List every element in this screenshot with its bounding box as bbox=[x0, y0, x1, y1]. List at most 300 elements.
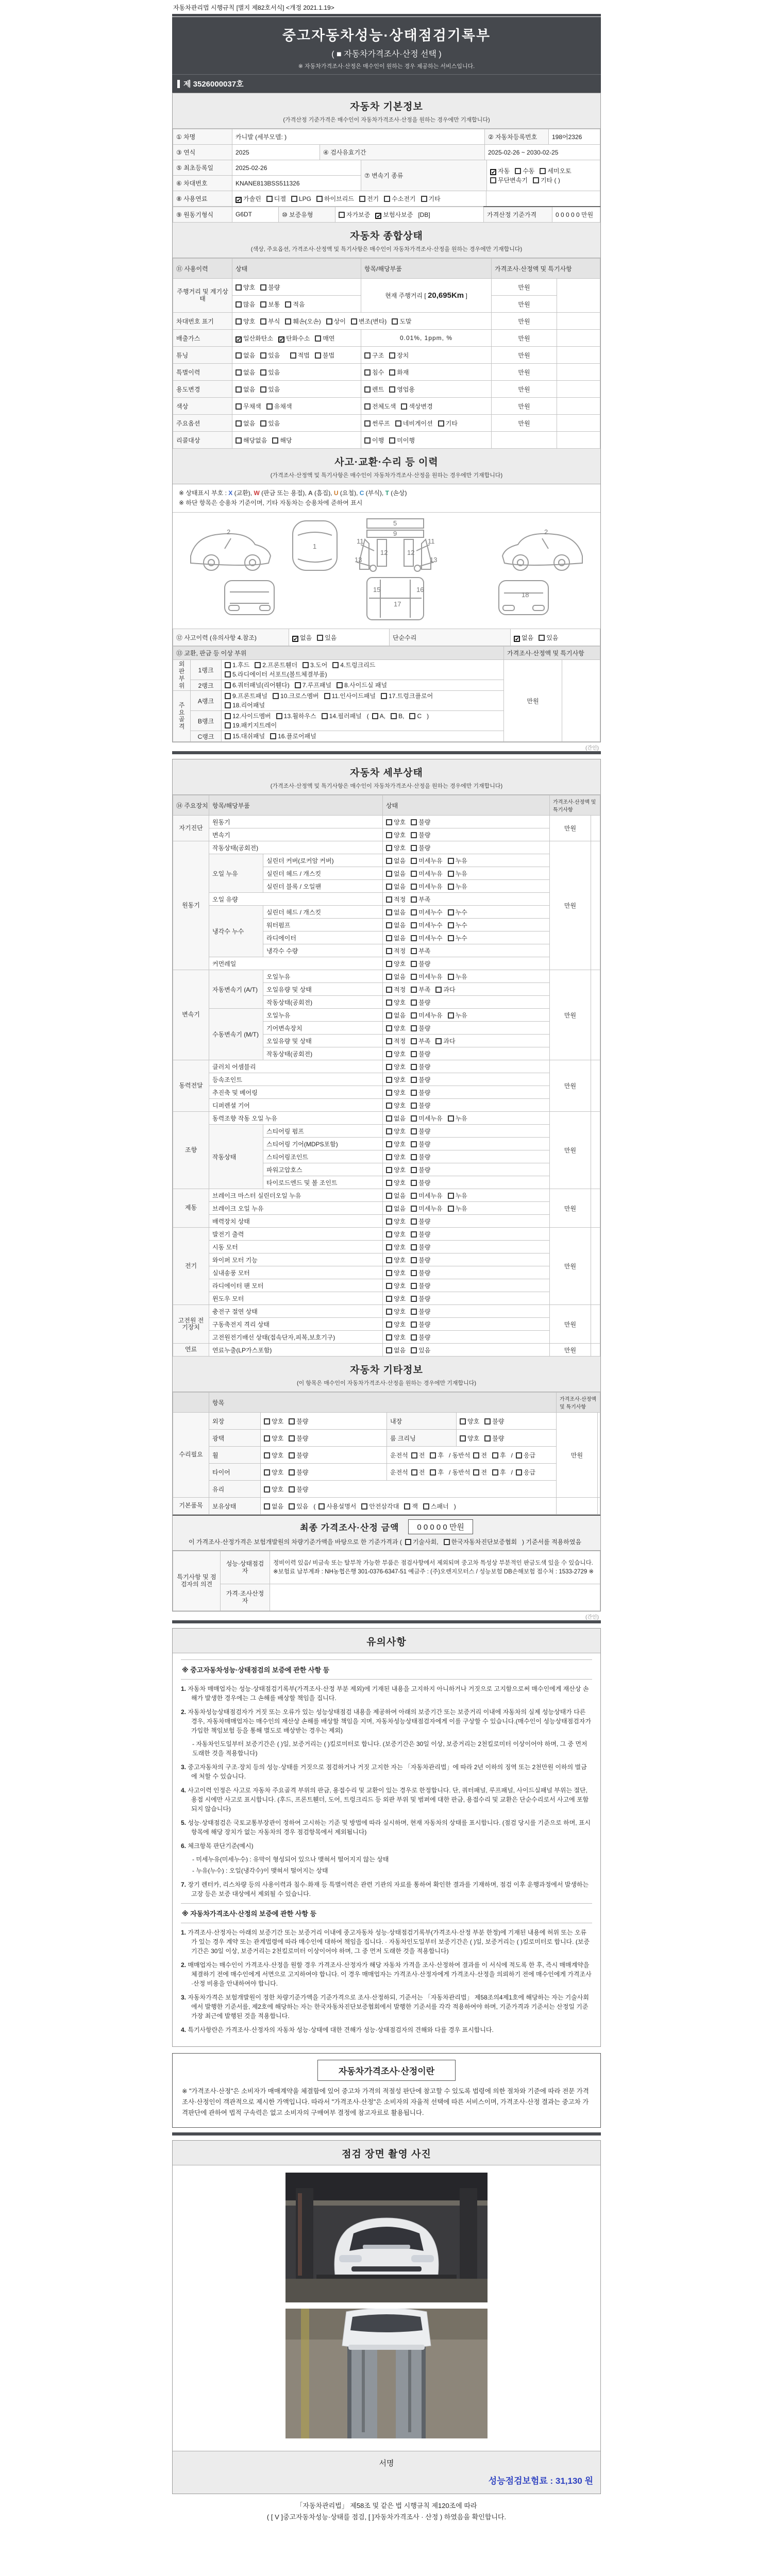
checkbox[interactable] bbox=[260, 369, 266, 376]
checkbox[interactable] bbox=[411, 909, 417, 916]
option[interactable] bbox=[236, 300, 255, 309]
checkbox[interactable] bbox=[386, 935, 392, 941]
checkbox[interactable] bbox=[411, 1103, 417, 1109]
checkbox[interactable] bbox=[430, 1452, 436, 1459]
checkbox[interactable] bbox=[386, 922, 392, 928]
option[interactable] bbox=[315, 334, 334, 343]
checkbox[interactable] bbox=[411, 1193, 417, 1199]
option[interactable] bbox=[411, 998, 430, 1007]
option[interactable] bbox=[386, 1294, 406, 1303]
option[interactable] bbox=[411, 1049, 430, 1058]
option[interactable] bbox=[411, 1451, 425, 1460]
checkbox[interactable] bbox=[435, 1038, 442, 1044]
option[interactable] bbox=[386, 959, 406, 968]
checkbox[interactable] bbox=[289, 1469, 295, 1476]
option[interactable] bbox=[264, 1502, 283, 1511]
checkbox[interactable] bbox=[448, 909, 454, 916]
option[interactable] bbox=[372, 711, 385, 721]
checkbox[interactable] bbox=[533, 177, 539, 183]
option[interactable] bbox=[386, 882, 406, 891]
checkbox[interactable] bbox=[260, 318, 266, 325]
option[interactable] bbox=[386, 1307, 406, 1316]
checkbox[interactable]: ✔ bbox=[293, 636, 298, 642]
option[interactable] bbox=[236, 194, 261, 203]
checkbox[interactable] bbox=[315, 352, 321, 359]
option[interactable] bbox=[290, 351, 310, 360]
option[interactable] bbox=[260, 368, 280, 377]
checkbox[interactable] bbox=[264, 1469, 270, 1476]
checkbox[interactable] bbox=[386, 1012, 392, 1019]
option[interactable] bbox=[411, 1191, 442, 1200]
option[interactable] bbox=[386, 1191, 406, 1200]
checkbox[interactable] bbox=[386, 1141, 392, 1147]
checkbox[interactable] bbox=[264, 1486, 270, 1493]
checkbox[interactable] bbox=[484, 1418, 491, 1425]
checkbox[interactable] bbox=[444, 1539, 450, 1545]
checkbox[interactable] bbox=[539, 635, 545, 641]
checkbox[interactable] bbox=[260, 420, 266, 427]
option[interactable] bbox=[411, 972, 442, 981]
checkbox[interactable] bbox=[411, 896, 417, 903]
checkbox[interactable] bbox=[266, 403, 273, 410]
option[interactable] bbox=[389, 351, 409, 360]
checkbox[interactable] bbox=[386, 1128, 392, 1134]
checkbox[interactable] bbox=[386, 1090, 392, 1096]
checkbox[interactable] bbox=[411, 1012, 417, 1019]
option[interactable] bbox=[322, 711, 362, 721]
checkbox[interactable] bbox=[225, 733, 231, 739]
option[interactable] bbox=[337, 681, 387, 690]
checkbox[interactable] bbox=[492, 1469, 498, 1476]
checkbox[interactable] bbox=[386, 1077, 392, 1083]
checkbox[interactable] bbox=[291, 196, 297, 202]
option[interactable] bbox=[448, 921, 467, 929]
checkbox[interactable] bbox=[289, 1435, 295, 1442]
checkbox[interactable] bbox=[364, 437, 371, 444]
checkbox[interactable] bbox=[386, 845, 392, 851]
option[interactable] bbox=[303, 660, 327, 670]
option[interactable] bbox=[386, 946, 406, 955]
checkbox[interactable] bbox=[316, 196, 323, 202]
option[interactable] bbox=[236, 334, 273, 343]
option[interactable] bbox=[389, 385, 415, 394]
checkbox[interactable] bbox=[364, 352, 371, 359]
signature-band[interactable] bbox=[173, 2451, 600, 2494]
checkbox[interactable] bbox=[386, 1193, 392, 1199]
checkbox[interactable] bbox=[276, 713, 282, 719]
checkbox[interactable] bbox=[236, 352, 242, 359]
checkbox[interactable] bbox=[386, 1154, 392, 1160]
option[interactable] bbox=[411, 985, 430, 994]
checkbox[interactable] bbox=[386, 948, 392, 954]
checkbox[interactable] bbox=[386, 1218, 392, 1225]
checkbox[interactable] bbox=[448, 935, 454, 941]
checkbox[interactable] bbox=[389, 437, 395, 444]
checkbox[interactable] bbox=[411, 974, 417, 980]
checkbox[interactable] bbox=[386, 832, 392, 838]
option[interactable] bbox=[318, 1502, 356, 1511]
checkbox[interactable] bbox=[411, 1283, 417, 1289]
option[interactable] bbox=[386, 1101, 406, 1110]
checkbox[interactable] bbox=[411, 1231, 417, 1238]
option[interactable] bbox=[386, 1114, 406, 1123]
checkbox[interactable] bbox=[236, 301, 242, 308]
option[interactable] bbox=[225, 701, 265, 710]
option[interactable] bbox=[292, 633, 312, 642]
option[interactable] bbox=[386, 1243, 406, 1251]
option[interactable] bbox=[411, 1294, 430, 1303]
checkbox[interactable] bbox=[438, 420, 444, 427]
checkbox[interactable] bbox=[285, 301, 291, 308]
option[interactable] bbox=[236, 283, 255, 292]
option[interactable] bbox=[386, 1346, 406, 1354]
option[interactable] bbox=[411, 1165, 430, 1174]
checkbox[interactable] bbox=[386, 896, 392, 903]
checkbox[interactable] bbox=[339, 212, 345, 218]
checkbox[interactable] bbox=[386, 1038, 392, 1044]
checkbox[interactable] bbox=[411, 1115, 417, 1122]
option[interactable] bbox=[411, 1333, 430, 1342]
option[interactable] bbox=[448, 1191, 467, 1200]
option[interactable] bbox=[492, 1468, 506, 1477]
checkbox[interactable] bbox=[516, 1469, 522, 1476]
option[interactable] bbox=[490, 176, 528, 185]
checkbox[interactable] bbox=[289, 1418, 295, 1425]
option[interactable] bbox=[272, 436, 292, 445]
option[interactable] bbox=[364, 419, 390, 428]
option[interactable] bbox=[236, 419, 255, 428]
checkbox[interactable] bbox=[411, 1452, 417, 1459]
checkbox[interactable] bbox=[317, 635, 323, 641]
option[interactable] bbox=[339, 210, 370, 219]
option[interactable] bbox=[361, 1502, 399, 1511]
option[interactable] bbox=[516, 1468, 535, 1477]
checkbox[interactable] bbox=[448, 858, 454, 864]
checkbox[interactable] bbox=[225, 693, 231, 699]
checkbox[interactable] bbox=[404, 1503, 410, 1510]
option[interactable] bbox=[260, 385, 280, 394]
checkbox[interactable]: ✔ bbox=[376, 213, 381, 219]
checkbox[interactable] bbox=[289, 1486, 295, 1493]
checkbox[interactable] bbox=[386, 1244, 392, 1250]
checkbox[interactable] bbox=[386, 1064, 392, 1070]
checkbox[interactable] bbox=[225, 671, 231, 677]
checkbox[interactable] bbox=[430, 1469, 436, 1476]
checkbox[interactable] bbox=[409, 713, 415, 719]
checkbox[interactable] bbox=[386, 1270, 392, 1276]
option[interactable] bbox=[411, 831, 430, 839]
option[interactable] bbox=[225, 711, 271, 721]
option[interactable] bbox=[533, 176, 560, 185]
checkbox[interactable] bbox=[411, 1270, 417, 1276]
option[interactable] bbox=[411, 1088, 430, 1097]
option[interactable] bbox=[430, 1451, 444, 1460]
option[interactable] bbox=[386, 1011, 406, 1020]
option[interactable] bbox=[484, 1417, 504, 1426]
checkbox[interactable] bbox=[423, 1503, 429, 1510]
checkbox[interactable] bbox=[364, 403, 371, 410]
option[interactable] bbox=[395, 419, 433, 428]
checkbox[interactable] bbox=[236, 284, 242, 291]
option[interactable] bbox=[411, 1268, 430, 1277]
checkbox[interactable] bbox=[351, 318, 357, 325]
option[interactable] bbox=[386, 1127, 406, 1136]
checkbox[interactable] bbox=[411, 858, 417, 864]
checkbox[interactable] bbox=[255, 662, 261, 668]
option[interactable] bbox=[386, 1140, 406, 1148]
checkbox[interactable] bbox=[448, 1206, 454, 1212]
option[interactable] bbox=[289, 1451, 308, 1460]
checkbox[interactable] bbox=[285, 318, 291, 325]
checkbox[interactable] bbox=[324, 693, 330, 699]
checkbox[interactable] bbox=[411, 1321, 417, 1328]
option[interactable] bbox=[490, 166, 510, 176]
option[interactable] bbox=[225, 670, 327, 679]
checkbox[interactable] bbox=[236, 369, 242, 376]
checkbox[interactable] bbox=[411, 871, 417, 877]
option[interactable] bbox=[411, 1024, 430, 1032]
checkbox[interactable] bbox=[290, 352, 296, 359]
option[interactable] bbox=[516, 1451, 535, 1460]
checkbox[interactable] bbox=[260, 284, 266, 291]
option[interactable] bbox=[448, 1204, 467, 1213]
checkbox[interactable] bbox=[270, 733, 276, 739]
checkbox[interactable] bbox=[386, 1321, 392, 1328]
checkbox[interactable] bbox=[364, 386, 371, 393]
option[interactable] bbox=[386, 1256, 406, 1264]
option[interactable] bbox=[473, 1468, 487, 1477]
checkbox[interactable] bbox=[411, 1244, 417, 1250]
option[interactable] bbox=[448, 972, 467, 981]
checkbox[interactable] bbox=[386, 909, 392, 916]
option[interactable] bbox=[405, 1537, 439, 1546]
option[interactable] bbox=[236, 317, 255, 326]
option[interactable] bbox=[225, 732, 265, 741]
option[interactable] bbox=[295, 681, 331, 690]
checkbox[interactable] bbox=[460, 1418, 466, 1425]
checkbox[interactable] bbox=[411, 1128, 417, 1134]
checkbox[interactable] bbox=[236, 403, 242, 410]
checkbox[interactable] bbox=[411, 819, 417, 825]
checkbox[interactable] bbox=[264, 1452, 270, 1459]
option[interactable] bbox=[316, 194, 354, 203]
option[interactable] bbox=[236, 368, 255, 377]
checkbox[interactable] bbox=[332, 662, 339, 668]
checkbox[interactable] bbox=[386, 1115, 392, 1122]
option[interactable] bbox=[411, 1243, 430, 1251]
option[interactable] bbox=[364, 351, 384, 360]
option[interactable] bbox=[386, 1333, 406, 1342]
option[interactable] bbox=[225, 681, 290, 690]
checkbox[interactable] bbox=[401, 403, 407, 410]
checkbox[interactable] bbox=[411, 1077, 417, 1083]
option[interactable] bbox=[484, 1434, 504, 1443]
checkbox[interactable] bbox=[435, 987, 442, 993]
option[interactable] bbox=[411, 1153, 430, 1161]
option[interactable] bbox=[386, 1049, 406, 1058]
checkbox[interactable] bbox=[303, 662, 309, 668]
option[interactable] bbox=[386, 831, 406, 839]
checkbox[interactable] bbox=[260, 301, 266, 308]
checkbox[interactable] bbox=[386, 1206, 392, 1212]
option[interactable] bbox=[381, 691, 433, 701]
option[interactable] bbox=[386, 1024, 406, 1032]
checkbox[interactable] bbox=[364, 369, 371, 376]
checkbox[interactable] bbox=[389, 352, 395, 359]
checkbox[interactable] bbox=[386, 1051, 392, 1057]
option[interactable] bbox=[411, 1217, 430, 1226]
checkbox[interactable] bbox=[411, 1167, 417, 1173]
checkbox[interactable] bbox=[386, 1025, 392, 1031]
checkbox[interactable] bbox=[264, 1503, 270, 1510]
checkbox[interactable] bbox=[337, 682, 343, 688]
option[interactable] bbox=[315, 351, 334, 360]
option[interactable] bbox=[460, 1417, 479, 1426]
checkbox[interactable] bbox=[264, 1435, 270, 1442]
checkbox[interactable] bbox=[389, 369, 395, 376]
option[interactable] bbox=[264, 1434, 283, 1443]
checkbox[interactable] bbox=[236, 437, 242, 444]
option[interactable] bbox=[255, 660, 297, 670]
option[interactable] bbox=[411, 1230, 430, 1239]
checkbox[interactable] bbox=[236, 420, 242, 427]
option[interactable] bbox=[266, 194, 286, 203]
checkbox[interactable] bbox=[411, 961, 417, 967]
checkbox[interactable] bbox=[421, 196, 427, 202]
checkbox[interactable] bbox=[322, 713, 328, 719]
checkbox[interactable] bbox=[386, 819, 392, 825]
option[interactable] bbox=[411, 818, 430, 826]
option[interactable] bbox=[260, 419, 280, 428]
checkbox[interactable] bbox=[266, 196, 273, 202]
checkbox[interactable] bbox=[260, 352, 266, 359]
option[interactable] bbox=[392, 317, 411, 326]
option[interactable] bbox=[264, 1485, 283, 1494]
checkbox[interactable] bbox=[411, 845, 417, 851]
checkbox[interactable] bbox=[411, 1469, 417, 1476]
checkbox[interactable] bbox=[289, 1503, 295, 1510]
option[interactable] bbox=[473, 1451, 487, 1460]
checkbox[interactable] bbox=[492, 1452, 498, 1459]
option[interactable] bbox=[386, 1320, 406, 1329]
option[interactable] bbox=[386, 934, 406, 942]
option[interactable] bbox=[276, 711, 316, 721]
checkbox[interactable] bbox=[473, 1469, 479, 1476]
option[interactable] bbox=[448, 1011, 467, 1020]
option[interactable] bbox=[411, 843, 430, 852]
option[interactable] bbox=[285, 317, 321, 326]
checkbox[interactable] bbox=[448, 884, 454, 890]
option[interactable] bbox=[411, 934, 442, 942]
option[interactable] bbox=[389, 436, 415, 445]
option[interactable] bbox=[225, 660, 249, 670]
option[interactable] bbox=[411, 1127, 430, 1136]
checkbox[interactable] bbox=[484, 1435, 491, 1442]
checkbox[interactable] bbox=[386, 974, 392, 980]
checkbox[interactable] bbox=[326, 318, 332, 325]
checkbox[interactable] bbox=[386, 1180, 392, 1186]
option[interactable] bbox=[411, 1011, 442, 1020]
option[interactable] bbox=[411, 856, 442, 865]
option[interactable] bbox=[401, 402, 432, 411]
checkbox[interactable] bbox=[411, 999, 417, 1006]
option[interactable] bbox=[236, 436, 267, 445]
option[interactable] bbox=[289, 1502, 308, 1511]
checkbox[interactable] bbox=[389, 386, 395, 393]
checkbox[interactable] bbox=[364, 420, 371, 427]
checkbox[interactable] bbox=[315, 335, 321, 342]
checkbox[interactable] bbox=[448, 922, 454, 928]
option[interactable] bbox=[411, 946, 430, 955]
option[interactable] bbox=[386, 1165, 406, 1174]
option[interactable] bbox=[386, 1204, 406, 1213]
checkbox[interactable] bbox=[386, 961, 392, 967]
option[interactable] bbox=[386, 856, 406, 865]
option[interactable] bbox=[236, 351, 255, 360]
checkbox[interactable] bbox=[411, 948, 417, 954]
option[interactable] bbox=[411, 1062, 430, 1071]
option[interactable] bbox=[364, 402, 396, 411]
checkbox[interactable] bbox=[386, 1283, 392, 1289]
checkbox[interactable] bbox=[236, 386, 242, 393]
option[interactable] bbox=[386, 1230, 406, 1239]
option[interactable] bbox=[435, 1037, 455, 1045]
option[interactable] bbox=[411, 1101, 430, 1110]
option[interactable] bbox=[386, 1062, 406, 1071]
option[interactable] bbox=[386, 895, 406, 904]
checkbox[interactable] bbox=[411, 1309, 417, 1315]
option[interactable] bbox=[423, 1502, 449, 1511]
checkbox[interactable] bbox=[448, 1193, 454, 1199]
checkbox[interactable] bbox=[411, 884, 417, 890]
option[interactable] bbox=[411, 1204, 442, 1213]
option[interactable] bbox=[448, 1114, 467, 1123]
option[interactable] bbox=[326, 317, 346, 326]
checkbox[interactable]: ✔ bbox=[237, 197, 242, 204]
checkbox[interactable] bbox=[411, 1206, 417, 1212]
option[interactable] bbox=[386, 921, 406, 929]
option[interactable] bbox=[444, 1537, 517, 1546]
checkbox[interactable] bbox=[386, 987, 392, 993]
option[interactable] bbox=[386, 985, 406, 994]
checkbox[interactable] bbox=[395, 420, 401, 427]
checkbox[interactable] bbox=[411, 1296, 417, 1302]
option[interactable] bbox=[411, 895, 430, 904]
option[interactable] bbox=[386, 869, 406, 878]
option[interactable] bbox=[515, 166, 534, 176]
checkbox[interactable] bbox=[540, 168, 546, 174]
checkbox[interactable] bbox=[448, 1012, 454, 1019]
checkbox[interactable] bbox=[411, 1025, 417, 1031]
option[interactable] bbox=[411, 921, 442, 929]
option[interactable] bbox=[260, 283, 280, 292]
option[interactable] bbox=[411, 869, 442, 878]
option[interactable] bbox=[260, 300, 280, 309]
option[interactable] bbox=[291, 195, 311, 202]
option[interactable] bbox=[386, 1075, 406, 1084]
checkbox[interactable] bbox=[386, 1309, 392, 1315]
option[interactable] bbox=[236, 402, 261, 411]
checkbox[interactable] bbox=[225, 722, 231, 728]
option[interactable] bbox=[289, 1468, 308, 1477]
option[interactable] bbox=[435, 985, 455, 994]
option[interactable] bbox=[386, 1281, 406, 1290]
checkbox[interactable] bbox=[361, 1503, 367, 1510]
option[interactable] bbox=[278, 334, 310, 343]
option[interactable] bbox=[411, 1114, 442, 1123]
option[interactable] bbox=[540, 166, 571, 176]
option[interactable] bbox=[317, 633, 337, 642]
